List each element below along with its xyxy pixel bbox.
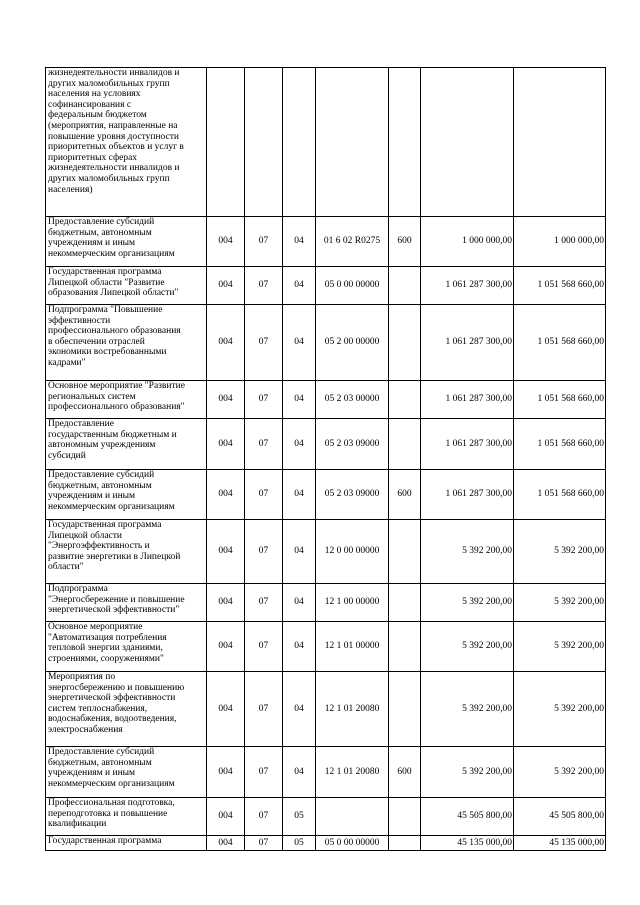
amount-year-2-cell: 5 392 200,00 <box>514 520 606 584</box>
amount-year-1-cell: 1 061 287 300,00 <box>421 381 514 419</box>
table-row <box>46 672 606 747</box>
amount-year-1-cell <box>421 68 514 217</box>
table-row <box>46 305 606 381</box>
subsection-code-cell: 04 <box>283 217 316 267</box>
amount-year-2-cell: 1 051 568 660,00 <box>514 470 606 520</box>
section-code-cell: 07 <box>245 747 283 798</box>
ministry-code-cell: 004 <box>207 584 245 622</box>
target-article-cell: 12 1 00 00000 <box>316 584 389 622</box>
ministry-code-cell: 004 <box>207 305 245 381</box>
amount-year-2-cell: 5 392 200,00 <box>514 584 606 622</box>
table-row <box>46 217 606 267</box>
table-row <box>46 381 606 419</box>
expense-type-cell <box>389 305 421 381</box>
amount-year-2-cell: 45 135 000,00 <box>514 836 606 851</box>
target-article-cell: 12 1 01 20080 <box>316 672 389 747</box>
budget-table <box>45 67 606 851</box>
target-article-cell: 12 1 01 20080 <box>316 747 389 798</box>
ministry-code-cell <box>207 68 245 217</box>
amount-year-1-cell: 1 061 287 300,00 <box>421 267 514 305</box>
ministry-code-cell: 004 <box>207 798 245 836</box>
expense-type-cell <box>389 520 421 584</box>
amount-year-1-cell: 5 392 200,00 <box>421 584 514 622</box>
target-article-cell: 05 2 03 00000 <box>316 381 389 419</box>
ministry-code-cell: 004 <box>207 622 245 672</box>
section-code-cell: 07 <box>245 470 283 520</box>
row-name-cell: Государственная программа Липецкой области "Развитие образования Липецкой области" <box>46 267 207 305</box>
amount-year-1-cell: 5 392 200,00 <box>421 520 514 584</box>
amount-year-2-cell: 5 392 200,00 <box>514 747 606 798</box>
subsection-code-cell: 04 <box>283 267 316 305</box>
amount-year-2-cell: 1 051 568 660,00 <box>514 305 606 381</box>
table-row <box>46 419 606 470</box>
amount-year-2-cell: 5 392 200,00 <box>514 672 606 747</box>
amount-year-1-cell: 45 505 800,00 <box>421 798 514 836</box>
subsection-code-cell: 05 <box>283 798 316 836</box>
section-code-cell: 07 <box>245 520 283 584</box>
table-row <box>46 584 606 622</box>
expense-type-cell: 600 <box>389 217 421 267</box>
target-article-cell: 01 6 02 R0275 <box>316 217 389 267</box>
table-row <box>46 68 606 217</box>
row-name-cell: Мероприятия по энергосбережению и повышению энергетической эффективности систем теплоснабжения, водоснабжения, водоотведения, электроснабжения <box>46 672 207 747</box>
section-code-cell: 07 <box>245 217 283 267</box>
target-article-cell: 05 2 03 09000 <box>316 470 389 520</box>
row-name-cell: Государственная программа Липецкой области "Энергоэффективность и развитие энергетики в Липецкой области" <box>46 520 207 584</box>
row-name-cell: Государственная программа <box>46 836 207 851</box>
ministry-code-cell: 004 <box>207 267 245 305</box>
target-article-cell <box>316 68 389 217</box>
ministry-code-cell: 004 <box>207 217 245 267</box>
row-name-cell: Подпрограмма "Повышение эффективности профессионального образования в обеспечении отраслей экономики востребованными кадрами" <box>46 305 207 381</box>
amount-year-1-cell: 1 061 287 300,00 <box>421 305 514 381</box>
target-article-cell: 05 2 03 09000 <box>316 419 389 470</box>
ministry-code-cell: 004 <box>207 836 245 851</box>
section-code-cell: 07 <box>245 836 283 851</box>
row-name-cell: Профессиональная подготовка, переподготовка и повышение квалификации <box>46 798 207 836</box>
amount-year-2-cell: 1 051 568 660,00 <box>514 419 606 470</box>
subsection-code-cell: 04 <box>283 470 316 520</box>
amount-year-1-cell: 5 392 200,00 <box>421 622 514 672</box>
amount-year-1-cell: 1 061 287 300,00 <box>421 470 514 520</box>
target-article-cell: 05 2 00 00000 <box>316 305 389 381</box>
section-code-cell: 07 <box>245 622 283 672</box>
table-body <box>46 68 606 851</box>
row-name-cell: жизнедеятельности инвалидов и других маломобильных групп населения на условиях софинансирования с федеральным бюджетом (мероприятия, направленные на повышение уровня доступности приоритетных объектов и услуг в приоритетных сферах жизнедеятельности инвалидов и других маломобильных групп населения) <box>46 68 207 217</box>
ministry-code-cell: 004 <box>207 520 245 584</box>
target-article-cell: 05 0 00 00000 <box>316 836 389 851</box>
table-row <box>46 798 606 836</box>
subsection-code-cell: 05 <box>283 836 316 851</box>
expense-type-cell <box>389 584 421 622</box>
ministry-code-cell: 004 <box>207 747 245 798</box>
subsection-code-cell: 04 <box>283 520 316 584</box>
expense-type-cell <box>389 419 421 470</box>
ministry-code-cell: 004 <box>207 470 245 520</box>
amount-year-2-cell: 45 505 800,00 <box>514 798 606 836</box>
amount-year-2-cell: 1 051 568 660,00 <box>514 381 606 419</box>
table-row <box>46 267 606 305</box>
subsection-code-cell: 04 <box>283 381 316 419</box>
section-code-cell: 07 <box>245 798 283 836</box>
section-code-cell: 07 <box>245 584 283 622</box>
row-name-cell: Предоставление субсидий бюджетным, автономным учреждениям и иным некоммерческим организациям <box>46 470 207 520</box>
section-code-cell: 07 <box>245 267 283 305</box>
subsection-code-cell: 04 <box>283 584 316 622</box>
subsection-code-cell: 04 <box>283 419 316 470</box>
section-code-cell: 07 <box>245 672 283 747</box>
expense-type-cell <box>389 836 421 851</box>
amount-year-1-cell: 5 392 200,00 <box>421 747 514 798</box>
section-code-cell: 07 <box>245 419 283 470</box>
section-code-cell <box>245 68 283 217</box>
table-row <box>46 747 606 798</box>
subsection-code-cell: 04 <box>283 305 316 381</box>
amount-year-1-cell: 45 135 000,00 <box>421 836 514 851</box>
table-row <box>46 520 606 584</box>
expense-type-cell <box>389 622 421 672</box>
row-name-cell: Основное мероприятие "Развитие региональных систем профессионального образования" <box>46 381 207 419</box>
amount-year-1-cell: 5 392 200,00 <box>421 672 514 747</box>
expense-type-cell: 600 <box>389 747 421 798</box>
table-row <box>46 836 606 851</box>
subsection-code-cell: 04 <box>283 672 316 747</box>
subsection-code-cell: 04 <box>283 622 316 672</box>
row-name-cell: Подпрограмма "Энергосбережение и повышение энергетической эффективности" <box>46 584 207 622</box>
expense-type-cell <box>389 381 421 419</box>
section-code-cell: 07 <box>245 381 283 419</box>
target-article-cell: 12 0 00 00000 <box>316 520 389 584</box>
expense-type-cell: 600 <box>389 470 421 520</box>
section-code-cell: 07 <box>245 305 283 381</box>
ministry-code-cell: 004 <box>207 419 245 470</box>
amount-year-1-cell: 1 000 000,00 <box>421 217 514 267</box>
table-row <box>46 622 606 672</box>
row-name-cell: Основное мероприятие "Автоматизация потребления тепловой энергии зданиями, строениями, сооружениями" <box>46 622 207 672</box>
amount-year-2-cell: 5 392 200,00 <box>514 622 606 672</box>
expense-type-cell <box>389 672 421 747</box>
target-article-cell <box>316 798 389 836</box>
amount-year-1-cell: 1 061 287 300,00 <box>421 419 514 470</box>
row-name-cell: Предоставление субсидий бюджетным, автономным учреждениям и иным некоммерческим организациям <box>46 217 207 267</box>
ministry-code-cell: 004 <box>207 381 245 419</box>
row-name-cell: Предоставление субсидий бюджетным, автономным учреждениям и иным некоммерческим организациям <box>46 747 207 798</box>
expense-type-cell <box>389 798 421 836</box>
expense-type-cell <box>389 267 421 305</box>
table-row <box>46 470 606 520</box>
row-name-cell: Предоставление государственным бюджетным и автономным учреждениям субсидий <box>46 419 207 470</box>
expense-type-cell <box>389 68 421 217</box>
ministry-code-cell: 004 <box>207 672 245 747</box>
subsection-code-cell <box>283 68 316 217</box>
target-article-cell: 05 0 00 00000 <box>316 267 389 305</box>
amount-year-2-cell: 1 000 000,00 <box>514 217 606 267</box>
amount-year-2-cell: 1 051 568 660,00 <box>514 267 606 305</box>
amount-year-2-cell <box>514 68 606 217</box>
target-article-cell: 12 1 01 00000 <box>316 622 389 672</box>
subsection-code-cell: 04 <box>283 747 316 798</box>
